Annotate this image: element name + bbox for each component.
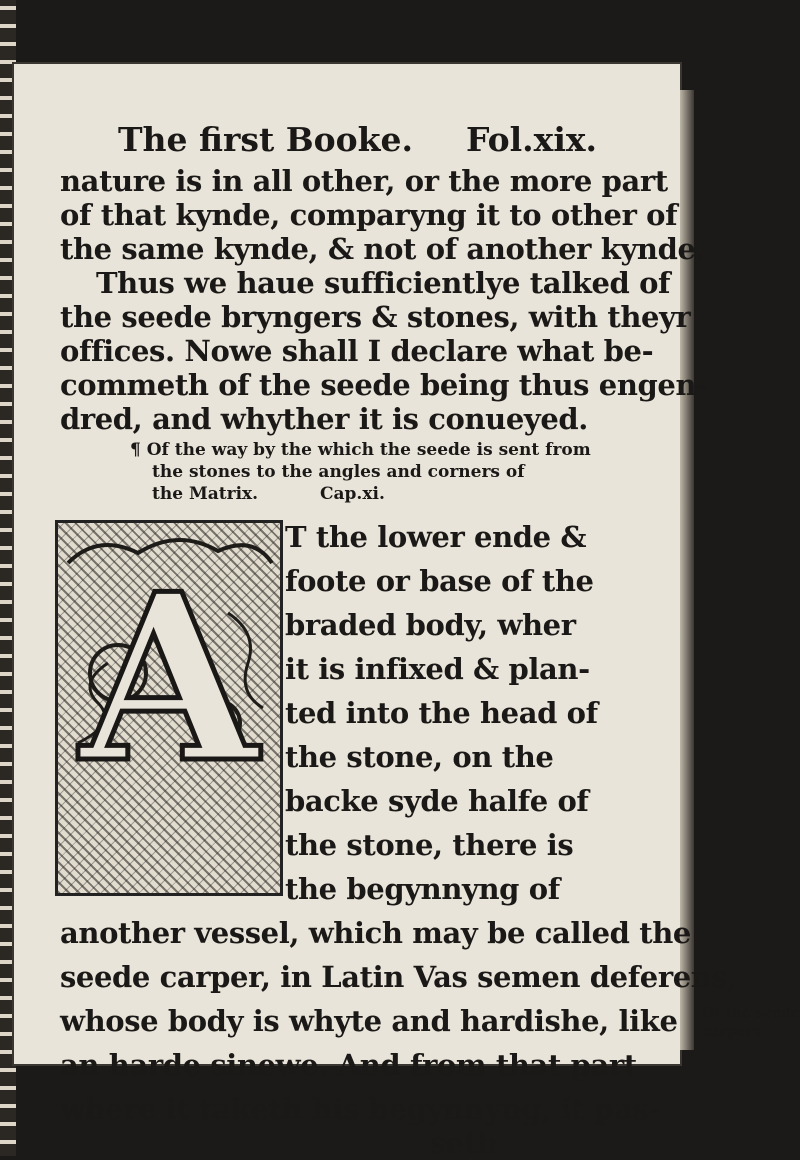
text-segment: seede carper, in Latin <box>60 960 414 994</box>
chapter-heading-line: the stones to the angles and corners of <box>152 462 525 482</box>
text-line: T the lower ende & <box>285 520 587 554</box>
pilcrow-mark: ¶ <box>130 440 141 460</box>
text-line: Thus we haue sufficientlye talked of <box>96 266 671 300</box>
text-line: nature is in all other, or the more part <box>60 164 668 198</box>
text-line: the begynnyng of <box>285 872 560 906</box>
text-line: where it taketh his begynnyng, it pas- <box>60 1092 660 1126</box>
text-line: braded body, wher <box>285 608 576 642</box>
text-line: offices. Nowe shall I declare what be- <box>60 334 654 368</box>
text-line: the stone, there is <box>285 828 574 862</box>
text-line: backe syde halfe of <box>285 784 589 818</box>
text-line: an harde sinewe. And from that part <box>60 1048 637 1082</box>
chapter-heading-line <box>130 440 591 460</box>
folio-number: Fol.xix. <box>466 120 598 159</box>
text-line: ted into the head of <box>285 696 598 730</box>
text-line: whose body is whyte and hardishe, like <box>60 1004 678 1038</box>
text-line: commeth of the seede being thus engen- <box>60 368 708 402</box>
latin-term: Vas semen deferens, <box>413 960 738 994</box>
text-line: of that kynde, comparyng it to other of <box>60 198 678 232</box>
chapter-heading-line: the Matrix. <box>152 484 259 504</box>
rubric-text: Of the way by the which the seede is sent from <box>146 440 591 460</box>
running-header: The first Booke. <box>118 120 413 159</box>
text-segment: another vessel, which may be called the <box>60 916 691 950</box>
margin-note: Of the seede <box>702 1005 800 1021</box>
decorated-initial <box>55 520 283 896</box>
catchword: seth <box>430 1126 498 1160</box>
text-line: the same kynde, & not of another kynde. <box>60 232 706 266</box>
initial-ornament <box>58 523 280 785</box>
text-line: it is infixed & plan- <box>285 652 590 686</box>
text-line: the stone, on the <box>285 740 554 774</box>
initial-letter: A <box>79 544 259 785</box>
text-line <box>60 960 737 994</box>
chapter-number: Cap.xi. <box>320 484 385 504</box>
text-line: foote or base of the <box>285 564 594 598</box>
text-line: the seede bryngers & stones, with theyr <box>60 300 691 334</box>
margin-note: carpers. <box>702 1024 766 1040</box>
text-line <box>60 916 691 950</box>
text-line: dred, and whyther it is conueyed. <box>60 402 588 436</box>
